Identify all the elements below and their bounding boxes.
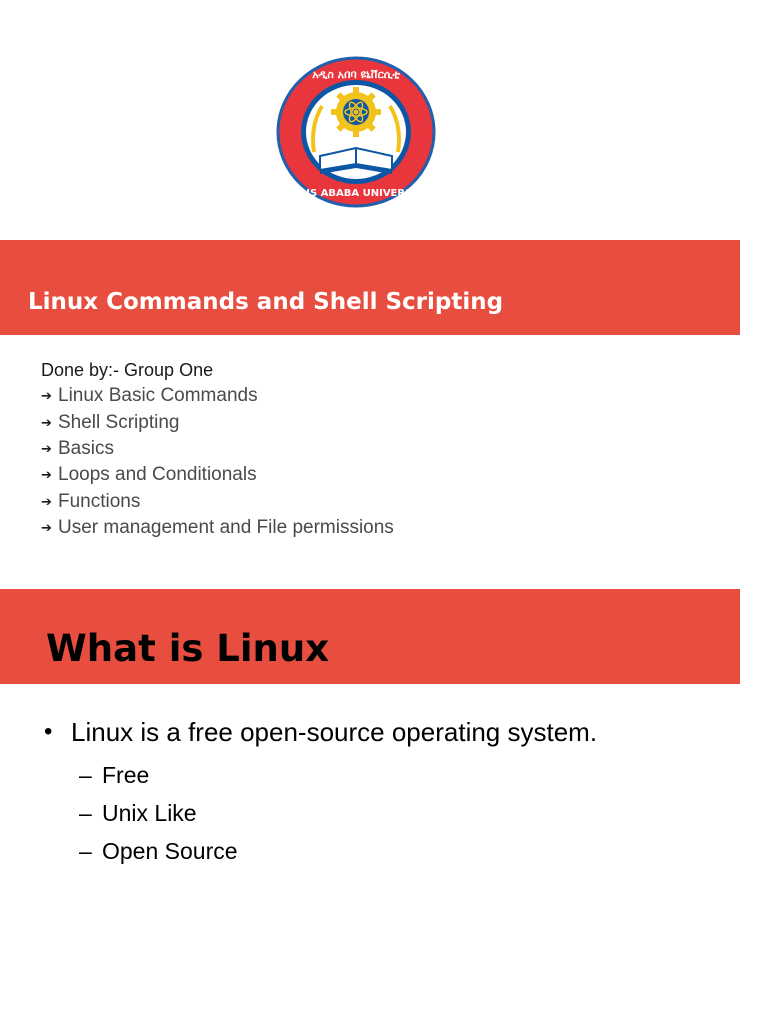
arrow-bullet-icon: ➔ <box>41 440 52 456</box>
list-item: ➔ Loops and Conditionals <box>41 462 394 488</box>
list-item: – Free <box>79 756 238 794</box>
addis-ababa-university-logo <box>276 56 436 208</box>
arrow-bullet-icon: ➔ <box>41 467 52 483</box>
bullet-dot-icon: • <box>44 718 53 745</box>
dash-bullet-icon: – <box>79 838 92 864</box>
dash-bullet-icon: – <box>79 762 92 788</box>
list-item: ➔ User management and File permissions <box>41 515 394 541</box>
arrow-bullet-icon: ➔ <box>41 388 52 404</box>
list-item: ➔ Functions <box>41 489 394 515</box>
arrow-bullet-icon: ➔ <box>41 520 52 536</box>
svg-text:አዲስ አበባ ዩኒቨርሲቲ: አዲስ አበባ ዩኒቨርሲቲ <box>312 68 400 81</box>
svg-text:ADDIS ABABA UNIVERSITY: ADDIS ABABA UNIVERSITY <box>281 188 431 199</box>
dash-bullet-icon: – <box>79 800 92 826</box>
list-item: ➔ Shell Scripting <box>41 409 394 435</box>
list-item: ➔ Basics <box>41 436 394 462</box>
list-item: – Unix Like <box>79 794 238 832</box>
arrow-bullet-icon: ➔ <box>41 493 52 509</box>
main-bullet <box>44 714 597 750</box>
list-item: ➔ Linux Basic Commands <box>41 383 394 409</box>
main-bullet-text: Linux is a free open-source operating system. <box>71 717 598 747</box>
sub-bullet-list <box>79 756 238 870</box>
done-by-label: Done by:- Group One <box>41 360 214 380</box>
section-title: What is Linux <box>46 627 330 670</box>
topics-list <box>41 383 394 541</box>
list-item: – Open Source <box>79 832 238 870</box>
arrow-bullet-icon: ➔ <box>41 414 52 430</box>
presentation-title: Linux Commands and Shell Scripting <box>28 289 504 315</box>
